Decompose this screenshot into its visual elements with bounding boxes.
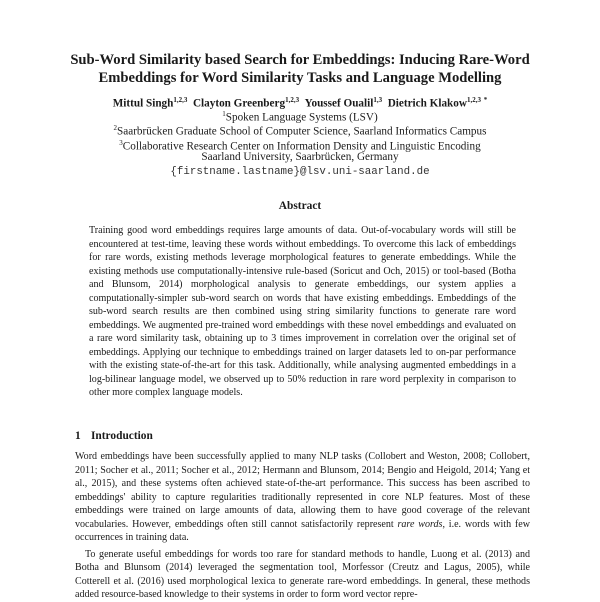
author-affiliation-mark: 1,2,3 [173, 96, 188, 104]
affiliation-text: Saarbrücken Graduate School of Computer Science, Saarland Informatics Campus [117, 125, 487, 138]
author-affiliation-mark: 1,3 [373, 96, 383, 104]
affiliation-text: Spoken Language Systems (LSV) [225, 111, 378, 124]
author-name: Dietrich Klakow [387, 97, 467, 110]
affiliation-mark: 1 [222, 110, 226, 118]
section-heading-introduction [75, 430, 153, 442]
paper-title [40, 51, 560, 87]
intro-text: Word embeddings have been successfully applied to many NLP tasks (Collobert and Weston, 2008; Collobert, 2011; Socher et al., 2011; Socher et al., 2012; Hermann and Blunsom, 2014; Bengio and Heigold, 2014; Yang et al., 2015), and these systems often achieved state-of-the-art performance. This success has been ascribed to embeddings' ability to capture regularities traditionally represented in core NLP features. Most of these embeddings were trained on large amounts of data, allowing them to have good coverage of the relevant vocabularies. However, embeddings often still cannot satisfactorily represent [75, 451, 530, 530]
abstract-body: Training good word embeddings requires large amounts of data. Out-of-vocabulary words will still be encountered at test-time, leaving these words without embeddings. To overcome this lack of embeddings for rare words, existing methods leverage morphological features to generate embeddings. While the existing methods use computationally-intensive rule-based (Soricut and Och, 2015) or tool-based (Botha and Blunsom, 2014) morphological analysis to generate embeddings, our system applies a computationally-simpler sub-word search on words that have existing embeddings. Embeddings of the sub-word search results are then combined using string similarity functions to generate rare word embeddings. We augmented pre-trained word embeddings with these novel embeddings and evaluated on a rare word similarity task, obtaining up to 3 times improvement in correlation over the original set of embeddings. Applying our technique to embeddings trained on larger datasets led to on-par performance with the existing state-of-the-art for this task. Additionally, while analysing augmented embeddings in a log-bilinear language model, we observed up to 50% reduction in rare word perplexity in comparison to other more complex language models. [89, 225, 516, 398]
corresponding-author-mark: * [483, 96, 488, 104]
affiliation-text: Collaborative Research Center on Information Density and Linguistic Encoding [122, 140, 481, 153]
author-email: {firstname.lastname}@lsv.uni-saarland.de [170, 166, 430, 178]
intro-paragraph-1 [75, 450, 530, 545]
title-line-2: Embeddings for Word Similarity Tasks and Language Modelling [98, 70, 502, 86]
university-line: Saarland University, Saarbrücken, Germany [201, 151, 399, 163]
intro-paragraph-2: To generate useful embeddings for words too rare for standard methods to handle, Luong et al. (2013) and Botha and Blunsom (2014) leveraged the segmentation tool, Morfessor (Creutz and Lagus, 2005), while Cotterell et al. (2016) used morphological lexica to generate rare-word embeddings. In general, these methods added resource-based knowledge to their systems in order to form word vector repre- [75, 548, 530, 600]
author-name: Mittul Singh [112, 97, 174, 110]
author-name: Youssef Oualil [304, 97, 374, 110]
author-name: Clayton Greenberg [192, 97, 286, 110]
title-line-1: Sub-Word Similarity based Search for Embeddings: Inducing Rare-Word [70, 52, 530, 68]
intro-text: , i.e. words with few occurrences in training data. [75, 518, 530, 543]
introduction-body [75, 450, 530, 602]
affiliation-mark: 3 [119, 139, 123, 147]
author-affiliation-mark: 1,2,3 [466, 96, 481, 104]
author-affiliation-mark: 1,2,3 [285, 96, 300, 104]
intro-emphasis: rare words [397, 518, 443, 530]
section-title: Introduction [91, 430, 153, 442]
section-number: 1 [75, 430, 81, 442]
abstract-heading: Abstract [278, 200, 322, 212]
affiliation-mark: 2 [113, 124, 118, 132]
